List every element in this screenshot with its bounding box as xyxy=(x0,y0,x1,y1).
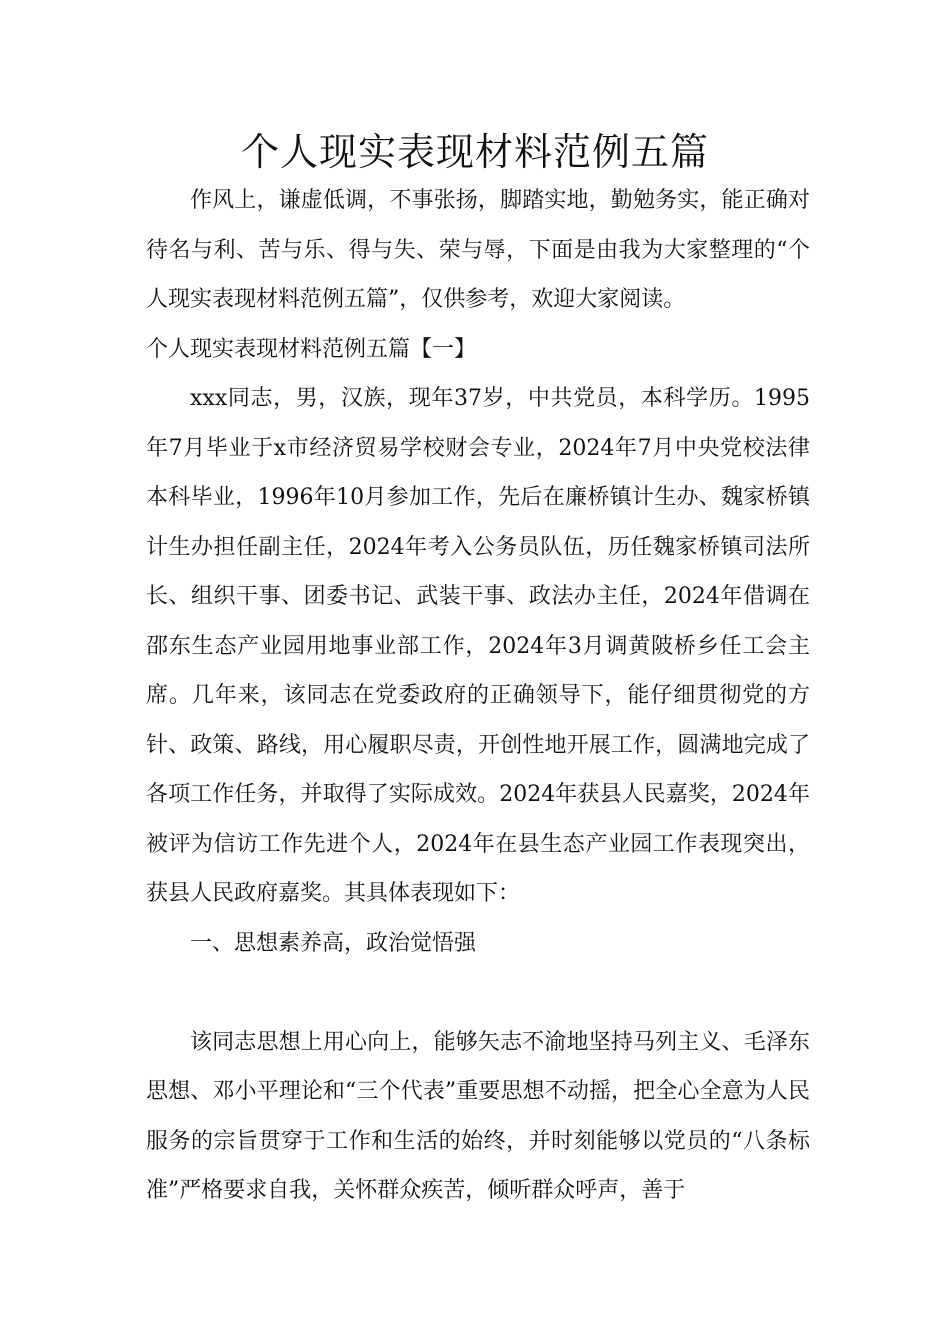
document-body xyxy=(146,176,810,1216)
section-heading: 个人现实表现材料范例五篇【一】 xyxy=(146,336,477,362)
subheading-1: 一、思想素养高，政治觉悟强 xyxy=(190,930,477,956)
intro-paragraph: 作风上，谦虚低调，不事张扬，脚踏实地，勤勉务实，能正确对待名与利、苦与乐、得与失、荣与辱，下面是由我为大家整理的“个人现实表现材料范例五篇”，仅供参考，欢迎大家阅读。 xyxy=(146,188,810,312)
document-title: 个人现实表现材料范例五篇 xyxy=(240,130,709,174)
body-paragraph-1: xxx同志，男，汉族，现年37岁，中共党员，本科学历。1995年7月毕业于x市经济贸易学校财会专业，2024年7月中央党校法律本科毕业，1996年10月参加工作，先后在廉桥镇计生办、魏家桥镇计生办担任副主任，2024年考入公务员队伍，历任魏家桥镇司法所长、组织干事、团委书记、武装干事、政法办主任，2024年借调在邵东生态产业园用地事业部工作，2024年3月调黄陂桥乡任工会主席。几年来，该同志在党委政府的正确领导下，能仔细贯彻党的方针、政策、路线，用心履职尽责，开创性地开展工作，圆满地完成了各项工作任务，并取得了实际成效。2024年获县人民嘉奖，2024年被评为信访工作先进个人，2024年在县生态产业园工作表现突出，获县人民政府嘉奖。其具体表现如下： xyxy=(146,386,810,906)
body-paragraph-2: 该同志思想上用心向上，能够矢志不渝地坚持马列主义、毛泽东思想、邓小平理论和“三个代表”重要思想不动摇，把全心全意为人民服务的宗旨贯穿于工作和生活的始终，并时刻能够以党员的“八条标准”严格要求自我，关怀群众疾苦，倾听群众呼声，善于 xyxy=(146,1029,810,1203)
paragraph-spacer xyxy=(146,968,810,1018)
